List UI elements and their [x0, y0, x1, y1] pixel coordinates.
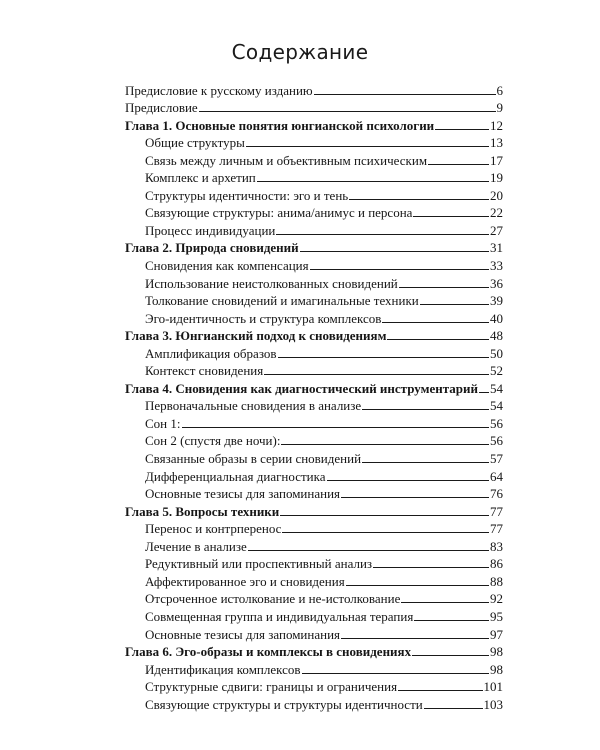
toc-leader-line: [413, 216, 489, 217]
toc-entry-label: Эго-идентичность и структура комплексов: [145, 310, 382, 326]
toc-page-number: 22: [490, 205, 503, 221]
toc-entry-label: Дифференциальная диагностика: [145, 468, 326, 484]
toc-page-number: 20: [490, 187, 503, 203]
toc-page-number: 83: [490, 538, 503, 554]
toc-chapter-entry: [125, 642, 503, 660]
toc-leader-line: [362, 462, 489, 463]
toc-leader-line: [382, 322, 489, 323]
toc-entry-label: Сон 2 (спустя две ночи):: [145, 433, 281, 449]
toc-page-number: 17: [490, 152, 503, 168]
toc-entry-label: Аффектированное эго и сновидения: [145, 573, 345, 589]
toc-leader-line: [349, 199, 489, 200]
toc-page-number: 6: [496, 82, 503, 98]
toc-entry-label: Толкование сновидений и имагинальные техники: [145, 293, 419, 309]
toc-leader-line: [341, 638, 489, 639]
toc-leader-line: [248, 550, 489, 551]
toc-chapter-entry: [125, 115, 503, 133]
toc-entry: [125, 80, 503, 98]
toc-entry-label: Глава 6. Эго-образы и комплексы в сновидениях: [125, 644, 412, 660]
toc-leader-line: [399, 287, 489, 288]
toc-page-number: 103: [483, 696, 503, 712]
toc-entry-label: Первоначальные сновидения в анализе: [145, 398, 362, 414]
toc-leader-line: [346, 585, 489, 586]
toc-entry: [125, 98, 503, 116]
toc-entry-label: Комплекс и архетип: [145, 170, 256, 186]
toc-leader-line: [412, 655, 489, 656]
toc-page-number: 54: [490, 398, 503, 414]
toc-page-number: 36: [490, 275, 503, 291]
toc-entry-label: Редуктивный или проспективный анализ: [145, 556, 373, 572]
toc-leader-line: [246, 146, 489, 147]
toc-entry: [125, 694, 503, 712]
toc-entry: [125, 168, 503, 186]
toc-page-number: 95: [490, 608, 503, 624]
toc-entry: [125, 536, 503, 554]
toc-entry-label: Структуры идентичности: эго и тень: [145, 187, 349, 203]
toc-leader-line: [302, 673, 489, 674]
toc-entry-label: Перенос и контрперенос: [145, 521, 282, 537]
toc-entry: [125, 413, 503, 431]
toc-page-number: 48: [490, 328, 503, 344]
toc-entry-label: Сон 1:: [145, 415, 181, 431]
toc-entry-label: Процесс индивидуации: [145, 222, 276, 238]
toc-entry-label: Связующие структуры: анима/анимус и персона: [145, 205, 413, 221]
toc-entry: [125, 484, 503, 502]
toc-entry: [125, 606, 503, 624]
toc-entry-label: Сновидения как компенсация: [145, 258, 309, 274]
toc-entry-label: Отсроченное истолкование и не-истолкование: [145, 591, 401, 607]
toc-entry-label: Глава 2. Природа сновидений: [125, 240, 299, 256]
toc-entry-label: Предисловие: [125, 100, 198, 116]
toc-page-number: 19: [490, 170, 503, 186]
toc-page-number: 57: [490, 451, 503, 467]
toc-entry: [125, 220, 503, 238]
toc-entry-label: Основные тезисы для запоминания: [145, 486, 340, 502]
toc-page-number: 54: [490, 380, 503, 396]
toc-entry: [125, 361, 503, 379]
toc-entry: [125, 185, 503, 203]
toc-entry: [125, 554, 503, 572]
toc-entry: [125, 396, 503, 414]
toc-chapter-entry: [125, 501, 503, 519]
toc-entry-label: Контекст сновидения: [145, 363, 264, 379]
toc-leader-line: [428, 164, 489, 165]
toc-entry-label: Предисловие к русскому изданию: [125, 82, 313, 98]
toc-leader-line: [300, 251, 489, 252]
toc-page-number: 56: [490, 433, 503, 449]
toc-entry: [125, 273, 503, 291]
toc-page-number: 101: [483, 679, 503, 695]
toc-leader-line: [264, 374, 489, 375]
toc-entry-label: Структурные сдвиги: границы и ограничения: [145, 679, 398, 695]
page-title: Содержание: [231, 40, 369, 64]
toc-entry-label: Глава 1. Основные понятия юнгианской психологии: [125, 117, 435, 133]
toc-page-number: 27: [490, 222, 503, 238]
toc-entry: [125, 150, 503, 168]
toc-entry-label: Связь между личным и объективным психическим: [145, 152, 428, 168]
toc-page-number: 12: [490, 117, 503, 133]
toc-leader-line: [341, 497, 489, 498]
toc-chapter-entry: [125, 326, 503, 344]
toc-leader-line: [362, 409, 489, 410]
toc-entry: [125, 431, 503, 449]
toc-leader-line: [310, 269, 489, 270]
toc-entry-label: Амплификация образов: [145, 345, 277, 361]
toc-entry: [125, 308, 503, 326]
toc-entry-label: Связанные образы в серии сновидений: [145, 451, 362, 467]
toc-page-number: 9: [496, 100, 503, 116]
toc-leader-line: [314, 94, 496, 95]
toc-leader-line: [435, 129, 489, 130]
toc-leader-line: [387, 339, 489, 340]
toc-entry-label: Основные тезисы для запоминания: [145, 626, 340, 642]
toc-leader-line: [257, 181, 489, 182]
toc-entry: [125, 466, 503, 484]
toc-leader-line: [398, 690, 482, 691]
toc-page-number: 77: [490, 521, 503, 537]
toc-page-number: 64: [490, 468, 503, 484]
toc-entry: [125, 255, 503, 273]
table-of-contents: [125, 80, 503, 712]
toc-page-number: 33: [490, 258, 503, 274]
toc-entry-label: Глава 5. Вопросы техники: [125, 503, 280, 519]
toc-entry-label: Идентификация комплексов: [145, 661, 301, 677]
toc-page-number: 97: [490, 626, 503, 642]
toc-leader-line: [420, 304, 489, 305]
toc-page-number: 39: [490, 293, 503, 309]
toc-leader-line: [280, 515, 489, 516]
toc-chapter-entry: [125, 238, 503, 256]
toc-page-number: 92: [490, 591, 503, 607]
toc-page-number: 13: [490, 135, 503, 151]
toc-leader-line: [199, 111, 496, 112]
toc-entry: [125, 291, 503, 309]
toc-leader-line: [281, 444, 489, 445]
toc-leader-line: [479, 392, 489, 393]
toc-entry-label: Глава 4. Сновидения как диагностический инструментарий: [125, 380, 478, 396]
toc-page-number: 56: [490, 415, 503, 431]
toc-entry-label: Глава 3. Юнгианский подход к сновидениям: [125, 328, 387, 344]
toc-entry-label: Связующие структуры и структуры идентичности: [145, 696, 423, 712]
toc-page-number: 98: [490, 661, 503, 677]
toc-entry-label: Использование неистолкованных сновидений: [145, 275, 398, 291]
toc-leader-line: [414, 620, 489, 621]
toc-leader-line: [373, 567, 489, 568]
toc-leader-line: [278, 357, 489, 358]
toc-entry: [125, 677, 503, 695]
toc-leader-line: [182, 427, 490, 428]
toc-page-number: 86: [490, 556, 503, 572]
toc-page-number: 76: [490, 486, 503, 502]
toc-leader-line: [327, 480, 489, 481]
toc-page-number: 52: [490, 363, 503, 379]
toc-leader-line: [276, 234, 489, 235]
toc-entry-label: Совмещенная группа и индивидуальная терапия: [145, 608, 414, 624]
toc-entry: [125, 203, 503, 221]
toc-entry: [125, 133, 503, 151]
toc-page-number: 31: [490, 240, 503, 256]
toc-leader-line: [401, 602, 489, 603]
toc-entry: [125, 519, 503, 537]
toc-leader-line: [282, 532, 489, 533]
toc-page-number: 40: [490, 310, 503, 326]
toc-entry: [125, 571, 503, 589]
toc-page-number: 98: [490, 644, 503, 660]
toc-page-number: 50: [490, 345, 503, 361]
toc-entry: [125, 589, 503, 607]
toc-entry: [125, 624, 503, 642]
toc-page-number: 77: [490, 503, 503, 519]
toc-entry-label: Лечение в анализе: [145, 538, 247, 554]
toc-chapter-entry: [125, 378, 503, 396]
toc-page-number: 88: [490, 573, 503, 589]
toc-leader-line: [424, 708, 483, 709]
toc-entry: [125, 659, 503, 677]
toc-entry: [125, 448, 503, 466]
toc-entry-label: Общие структуры: [145, 135, 245, 151]
toc-entry: [125, 343, 503, 361]
